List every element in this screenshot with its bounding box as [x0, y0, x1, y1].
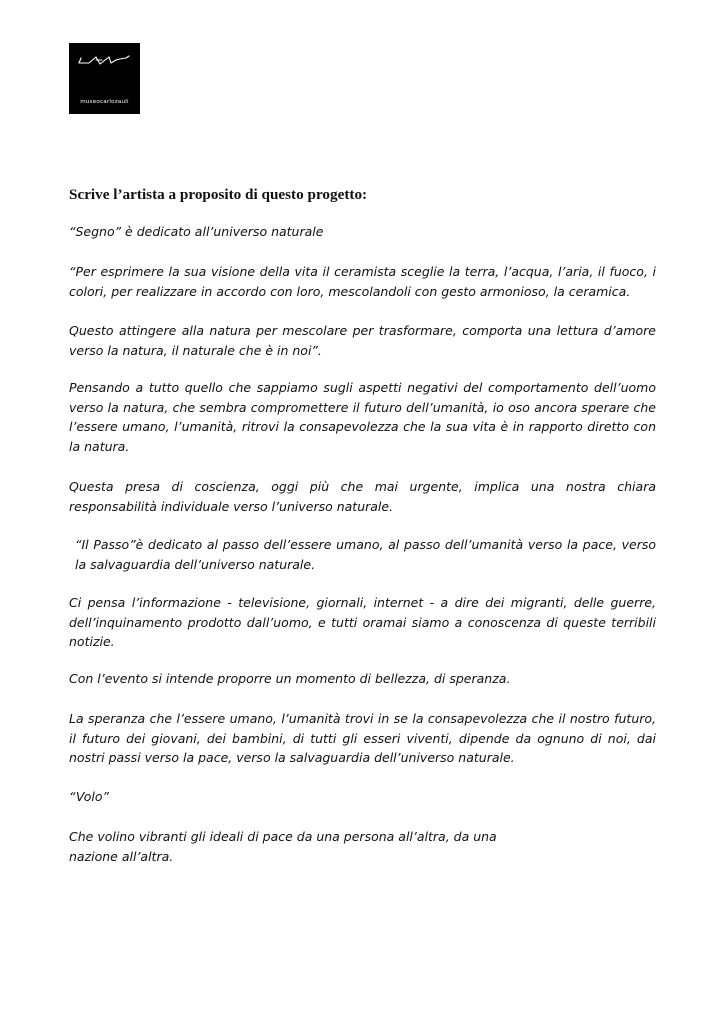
- paragraph-nature-love: Questo attingere alla natura per mescolare per trasformare, comporta una lettura d’amore verso la natura, il naturale che è in noi”.: [69, 323, 656, 358]
- paragraph-closing: Che volino vibranti gli ideali di pace da una persona all’altra, da una nazione all’altra.: [69, 829, 497, 864]
- paragraph-responsibility: Questa presa di coscienza, oggi più che mai urgente, implica una nostra chiara responsabilità individuale verso l’universo naturale.: [69, 479, 656, 514]
- paragraph-hope: La speranza che l’essere umano, l’umanità trovi in se la consapevolezza che il nostro futuro, il futuro dei giovani, dei bambini, di tutti gli esseri viventi, dipende da ognuno di noi, dai nostri passi verso la pace, verso la salvaguardia dell’universo naturale.: [69, 711, 656, 766]
- paragraph-human-behaviour: Pensando a tutto quello che sappiamo sugli aspetti negativi del comportamento dell’uomo verso la natura, che sembra compromettere il futuro dell’umanità, io oso ancora sperare che l’essere umano, l’umanità, ritrovi la consapevolezza che la sua vita è in rapporto diretto con la natura.: [69, 380, 656, 455]
- paragraph-segno-title: “Segno” è dedicato all’universo naturale: [69, 224, 324, 239]
- paragraph-event: Con l’evento si intende proporre un momento di bellezza, di speranza.: [69, 671, 511, 686]
- paragraph-information: Ci pensa l’informazione - televisione, giornali, internet - a dire dei migranti, delle guerre, dell’inquinamento prodotto dall’uomo, e tutti oramai siamo a conoscenza di queste terribili notizie.: [69, 595, 656, 650]
- paragraph-artist-quote: “Per esprimere la sua visione della vita il ceramista sceglie la terra, l’acqua, l’aria, il fuoco, i colori, per realizzare in accordo con loro, mescolandoli con gesto armonioso, la ceramica.: [69, 264, 656, 299]
- page-heading: Scrive l’artista a proposito di questo progetto:: [69, 186, 368, 203]
- paragraph-il-passo: “Il Passo”è dedicato al passo dell’essere umano, al passo dell’umanità verso la pace, verso la salvaguardia dell’universo naturale.: [75, 537, 656, 572]
- museum-logo: [69, 43, 140, 114]
- paragraph-volo-title: “Volo”: [69, 789, 109, 804]
- logo-caption: museocarlozauli: [80, 99, 129, 105]
